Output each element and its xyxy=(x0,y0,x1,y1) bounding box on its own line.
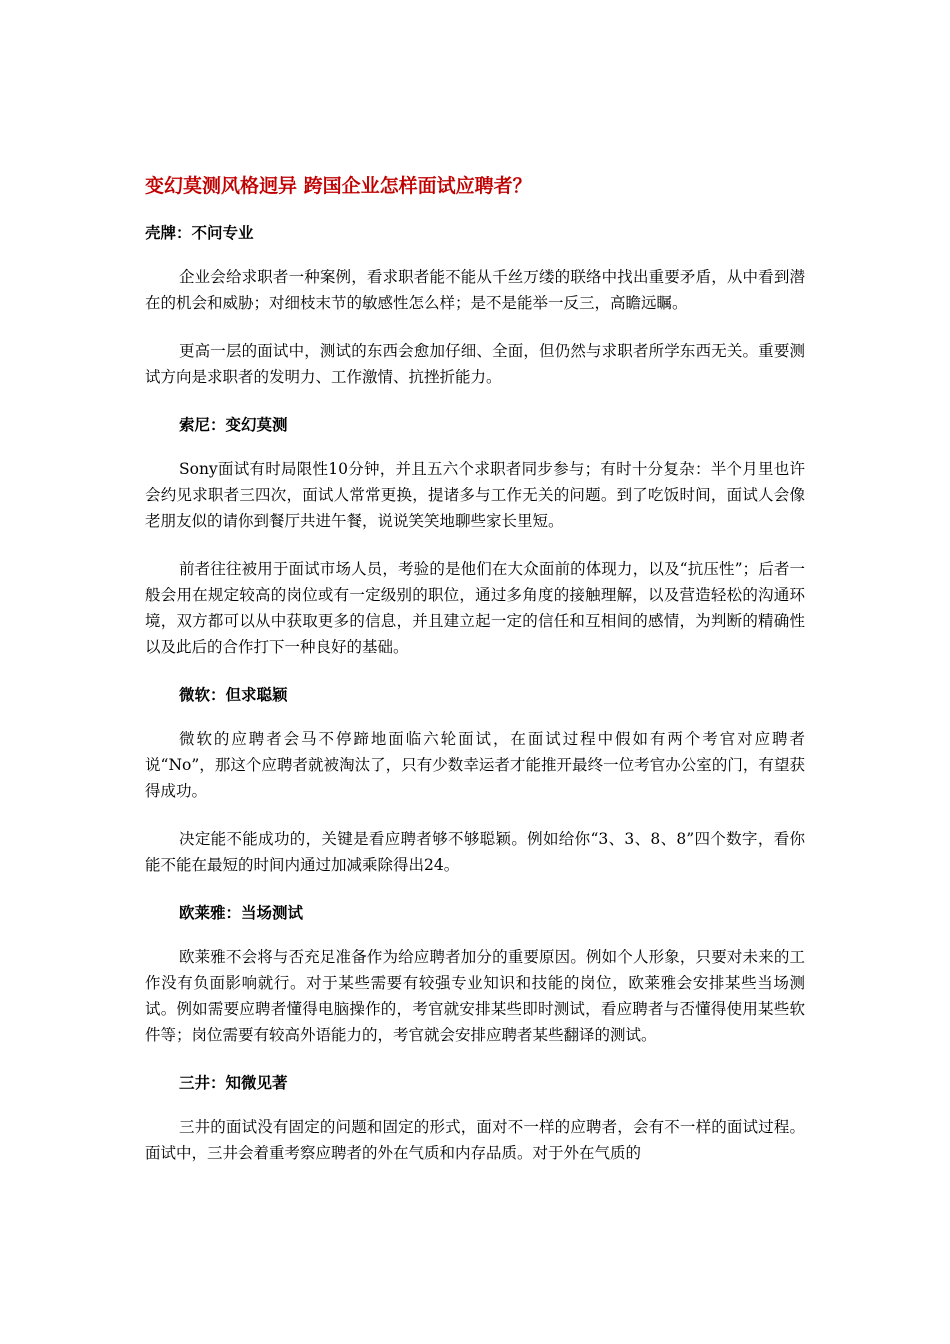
section-heading-loreal: 欧莱雅：当场测试 xyxy=(179,904,304,922)
paragraph: 企业会给求职者一种案例，看求职者能不能从千丝万缕的联络中找出重要矛盾，从中看到潜在的机会和威胁；对细枝末节的敏感性怎么样；是不是能举一反三，高瞻远瞩。 xyxy=(145,268,805,312)
section-heading-mitsui: 三井：知微见著 xyxy=(179,1074,288,1092)
paragraph: 三井的面试没有固定的问题和固定的形式，面对不一样的应聘者，会有不一样的面试过程。面试中，三井会着重考察应聘者的外在气质和内存品质。对于外在气质的 xyxy=(145,1118,805,1162)
section-heading-sony: 索尼：变幻莫测 xyxy=(179,416,288,434)
paragraph: 更高一层的面试中，测试的东西会愈加仔细、全面，但仍然与求职者所学东西无关。重要测试方向是求职者的发明力、工作激情、抗挫折能力。 xyxy=(145,342,805,386)
paragraph: 欧莱雅不会将与否充足准备作为给应聘者加分的重要原因。例如个人形象，只要对未来的工作没有负面影响就行。对于某些需要有较强专业知识和技能的岗位，欧莱雅会安排某些当场测试。例如需要应聘者懂得电脑操作的，考官就安排某些即时测试，看应聘者与否懂得使用某些软件等；岗位需要有较高外语能力的，考官就会安排应聘者某些翻译的测试。 xyxy=(145,948,805,1044)
document-title: 变幻莫测风格迥异 跨国企业怎样面试应聘者？ xyxy=(145,175,532,197)
paragraph: Sony面试有时局限性10分钟，并且五六个求职者同步参与；有时十分复杂：半个月里也许会约见求职者三四次，面试人常常更换，提诸多与工作无关的问题。到了吃饭时间，面试人会像老朋友似的请你到餐厅共进午餐，说说笑笑地聊些家长里短。 xyxy=(145,460,805,530)
document-body xyxy=(145,168,805,1188)
section-heading-microsoft: 微软：但求聪颖 xyxy=(179,686,288,704)
paragraph: 前者往往被用于面试市场人员，考验的是他们在大众面前的体现力，以及“抗压性”；后者一般会用在规定较高的岗位或有一定级别的职位，通过多角度的接触理解，以及营造轻松的沟通环境，双方都可以从中获取更多的信息，并且建立起一定的信任和互相间的感情，为判断的精确性以及此后的合作打下一种良好的基础。 xyxy=(145,560,805,656)
section-heading-shell: 壳牌：不问专业 xyxy=(145,224,254,242)
paragraph: 决定能不能成功的，关键是看应聘者够不够聪颖。例如给你“3、3、8、8”四个数字，看你能不能在最短的时间内通过加减乘除得出24。 xyxy=(145,830,805,874)
paragraph: 微软的应聘者会马不停蹄地面临六轮面试，在面试过程中假如有两个考官对应聘者说“No”，那这个应聘者就被淘汰了，只有少数幸运者才能推开最终一位考官办公室的门，有望获得成功。 xyxy=(145,730,805,800)
